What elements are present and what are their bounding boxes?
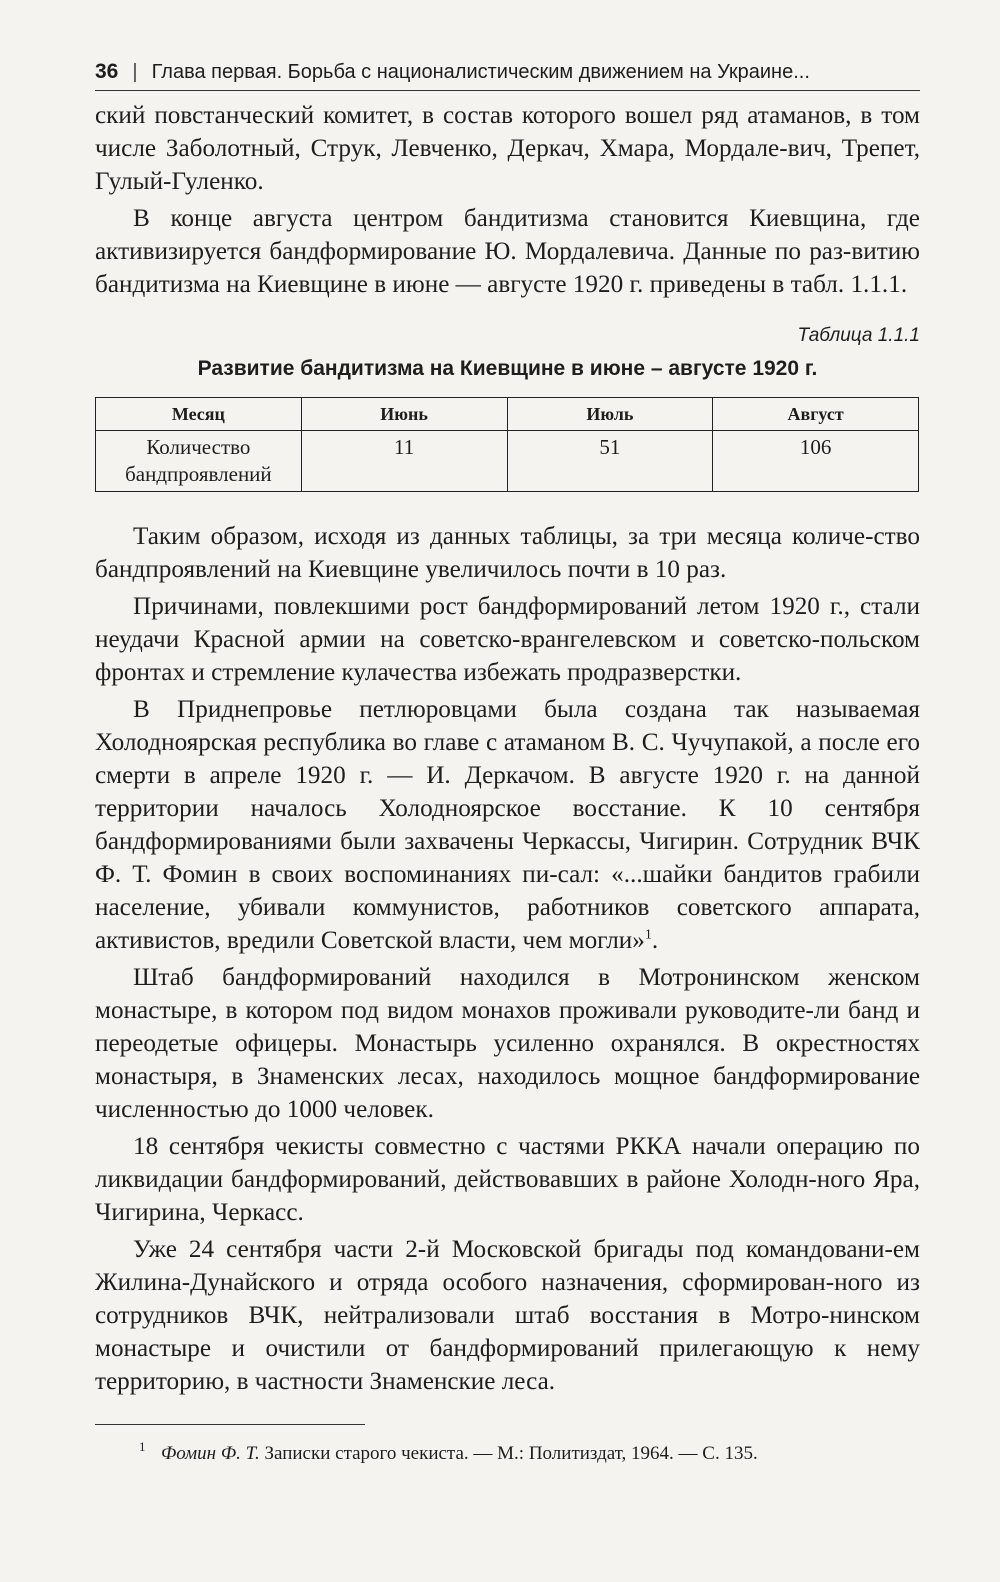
table-cell: 106 xyxy=(713,431,919,492)
book-page xyxy=(95,60,920,1465)
running-header xyxy=(95,60,920,91)
footnote-divider xyxy=(95,1424,365,1425)
paragraph-text: В Приднепровье петлюровцами была создана так называемая Холодноярская республика во главе с атаманом В. С. Чучупакой, а после его смерти в апреле 1920 г. — И. Деркачом. В августе 1920 г. на данной территории началось Холодноярское восстание. К 10 сентября бандформированиями были захвачены Черкассы, Чигирин. Сотрудник ВЧК Ф. Т. Фомин в своих воспоминаниях пи-сал: «...шайки бандитов грабили население, убивали коммунистов, работников советского аппарата, активистов, вредили Советской власти, чем могли» xyxy=(95,696,920,954)
table-cell: Количество бандпроявлений xyxy=(96,431,302,492)
table-header-cell: Август xyxy=(713,398,919,431)
paragraph: ский повстанческий комитет, в состав которого вошел ряд атаманов, в том числе Заболотный, Струк, Левченко, Деркач, Хмара, Мордале-вич, Трепет, Гулый-Гуленко. xyxy=(95,102,920,195)
body-text-top xyxy=(95,99,920,301)
footnote-author: Фомин Ф. Т. xyxy=(161,1443,260,1464)
table-row xyxy=(96,431,919,492)
data-table xyxy=(95,397,919,492)
footnote xyxy=(95,1439,920,1465)
paragraph: 18 сентября чекисты совместно с частями РККА начали операцию по ликвидации бандформирований, действовавших в районе Холодн-ного Яра, Чигирина, Черкасс. xyxy=(95,1133,920,1226)
paragraph: Штаб бандформирований находился в Мотронинском женском монастыре, в котором под видом монахов проживали руководите-ли банд и переодетые офицеры. Монастырь усиленно охранялся. В окрестностях монастыря, в Знаменских лесах, находилось мощное бандформирование численностью до 1000 человек. xyxy=(95,964,920,1123)
paragraph: Уже 24 сентября части 2-й Московской бригады под командовани-ем Жилина-Дунайского и отряда особого назначения, сформирован-ного из сотрудников ВЧК, нейтрализовали штаб восстания в Мотро-нинском монастыре и очистили от бандформирований прилегающую к нему территорию, в частности Знаменские леса. xyxy=(95,1236,920,1395)
table-title: Развитие бандитизма на Киевщине в июне – августе 1920 г. xyxy=(197,357,818,380)
paragraph-with-footnote: В Приднепровье петлюровцами была создана так называемая Холодноярская республика во главе с атаманом В. С. Чучупакой, а после его смерти в апреле 1920 г. — И. Деркачом. В августе 1920 г. на данной территории началось Холодноярское восстание. К 10 сентября бандформированиями были захвачены Черкассы, Чигирин. Сотрудник ВЧК Ф. Т. Фомин в своих воспоминаниях пи-сал: «...шайки бандитов грабили население, убивали коммунистов, работников советского аппарата, активистов, вредили Советской власти, чем могли»$^1$. xyxy=(95,696,920,954)
footnote-number: 1 xyxy=(139,1439,146,1454)
table-header-cell: Июнь xyxy=(301,398,507,431)
body-text-bottom xyxy=(95,520,920,1398)
paragraph: Таким образом, исходя из данных таблицы, за три месяца количе-ство бандпроявлений на Киевщине увеличилось почти в 10 раз. xyxy=(95,523,920,583)
table-header-cell: Июль xyxy=(507,398,713,431)
table-cell: 51 xyxy=(507,431,713,492)
table-header-row xyxy=(96,398,919,431)
table-cell: 11 xyxy=(301,431,507,492)
page-number: 36 xyxy=(95,60,119,83)
footnote-text: Записки старого чекиста. — М.: Политиздат, 1964. — С. 135. xyxy=(264,1443,758,1464)
paragraph: Причинами, повлекшими рост бандформирований летом 1920 г., стали неудачи Красной армии на советско-врангелевском и советско-польском фронтах и стремление кулачества избежать продразверстки. xyxy=(95,593,920,686)
footnote-reference[interactable]: 1 xyxy=(644,927,652,943)
table-header-cell: Месяц xyxy=(96,398,302,431)
table-label: Таблица 1.1.1 xyxy=(797,325,920,346)
header-separator: | xyxy=(132,61,138,83)
paragraph: В конце августа центром бандитизма становится Киевщина, где активизируется бандформирование Ю. Мордалевича. Данные по раз-витию бандитизма на Киевщине в июне — августе 1920 г. приведены в табл. 1.1.1. xyxy=(95,205,920,298)
chapter-title: Глава первая. Борьба с националистическим движением на Украине... xyxy=(151,61,810,83)
